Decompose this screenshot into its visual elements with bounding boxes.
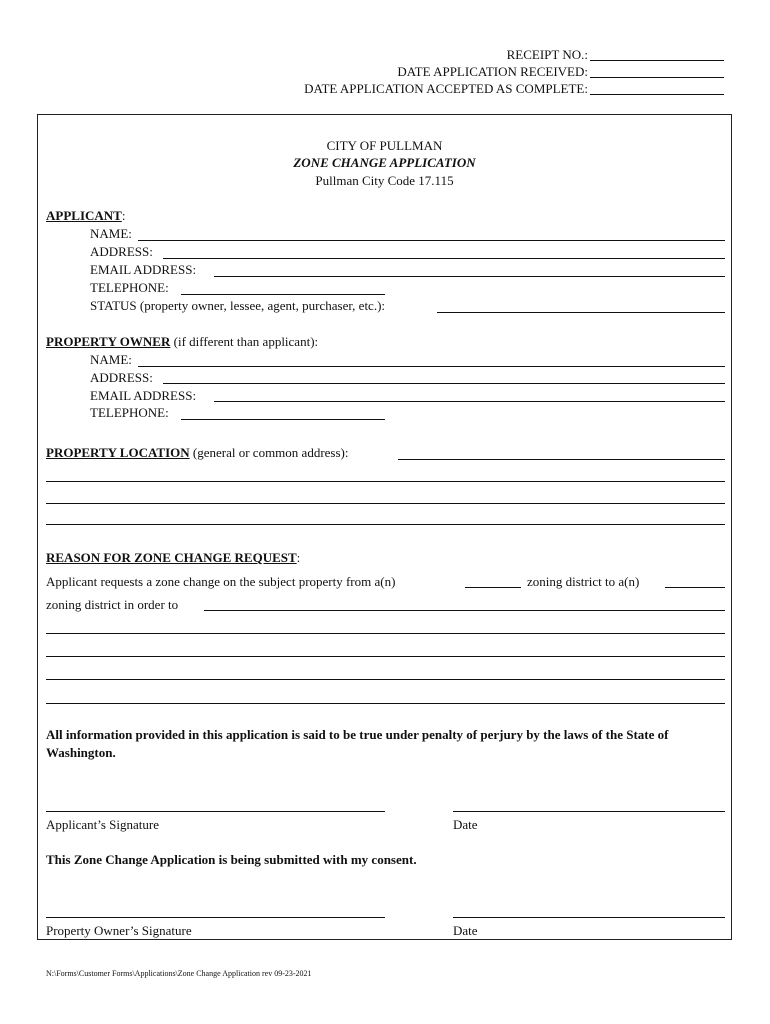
applicant-name-field[interactable] [138,240,725,241]
date-accepted-field[interactable] [590,94,724,95]
location-line-1[interactable] [398,459,725,460]
applicant-date-field[interactable] [453,811,725,812]
property-location-heading: PROPERTY LOCATION (general or common address): [46,445,349,460]
owner-consent-text: This Zone Change Application is being submitted with my consent. [46,852,417,867]
location-line-4[interactable] [46,524,725,525]
file-path-footer: N:\Forms\Customer Forms\Applications\Zone Change Application rev 09-23-2021 [46,969,312,978]
reason-line-5[interactable] [46,703,725,704]
reason-line-2[interactable] [46,633,725,634]
date-received-label: DATE APPLICATION RECEIVED: [397,64,588,79]
date-received-field[interactable] [590,77,724,78]
owner-address-field[interactable] [163,383,725,384]
applicant-telephone-label: TELEPHONE: [90,280,169,295]
applicant-signature-field[interactable] [46,811,385,812]
owner-email-label: EMAIL ADDRESS: [90,388,197,403]
reason-line-3[interactable] [46,656,725,657]
from-zone-field[interactable] [465,587,521,588]
applicant-signature-label: Applicant’s Signature [46,817,160,832]
owner-date-field[interactable] [453,917,725,918]
form-title: ZONE CHANGE APPLICATION [293,155,476,170]
reason-line-1[interactable] [204,610,725,611]
applicant-email-label: EMAIL ADDRESS: [90,262,197,277]
owner-address-label: ADDRESS: [90,370,153,385]
location-line-3[interactable] [46,503,725,504]
applicant-telephone-field[interactable] [181,294,385,295]
reason-to-text: zoning district to a(n) [527,574,640,589]
applicant-name-label: NAME: [90,226,132,241]
owner-signature-label: Property Owner’s Signature [46,923,192,938]
owner-email-field[interactable] [214,401,725,402]
reason-from-text: Applicant requests a zone change on the subject property from a(n) [46,574,396,589]
reason-heading: REASON FOR ZONE CHANGE REQUEST: [46,550,301,565]
owner-telephone-label: TELEPHONE: [90,405,169,420]
receipt-no-field[interactable] [590,60,724,61]
applicant-email-field[interactable] [214,276,725,277]
city-code: Pullman City Code 17.115 [315,173,454,188]
receipt-no-label: RECEIPT NO.: [506,47,588,62]
owner-name-label: NAME: [90,352,132,367]
property-owner-heading: PROPERTY OWNER (if different than applicant): [46,334,319,349]
to-zone-field[interactable] [665,587,725,588]
reason-purpose-text: zoning district in order to [46,597,179,612]
applicant-heading: APPLICANT: [46,208,126,223]
perjury-attestation: All information provided in this application is said to be true under penalty of perjury by the laws of the State of Washington. [46,727,669,760]
applicant-date-label: Date [453,817,478,832]
owner-name-field[interactable] [138,366,725,367]
applicant-address-field[interactable] [163,258,725,259]
applicant-status-field[interactable] [437,312,725,313]
owner-date-label: Date [453,923,478,938]
location-line-2[interactable] [46,481,725,482]
applicant-status-label: STATUS (property owner, lessee, agent, purchaser, etc.): [90,298,386,313]
reason-line-4[interactable] [46,679,725,680]
date-accepted-label: DATE APPLICATION ACCEPTED AS COMPLETE: [304,81,588,96]
owner-telephone-field[interactable] [181,419,385,420]
owner-signature-field[interactable] [46,917,385,918]
city-name: CITY OF PULLMAN [326,138,443,153]
applicant-address-label: ADDRESS: [90,244,153,259]
